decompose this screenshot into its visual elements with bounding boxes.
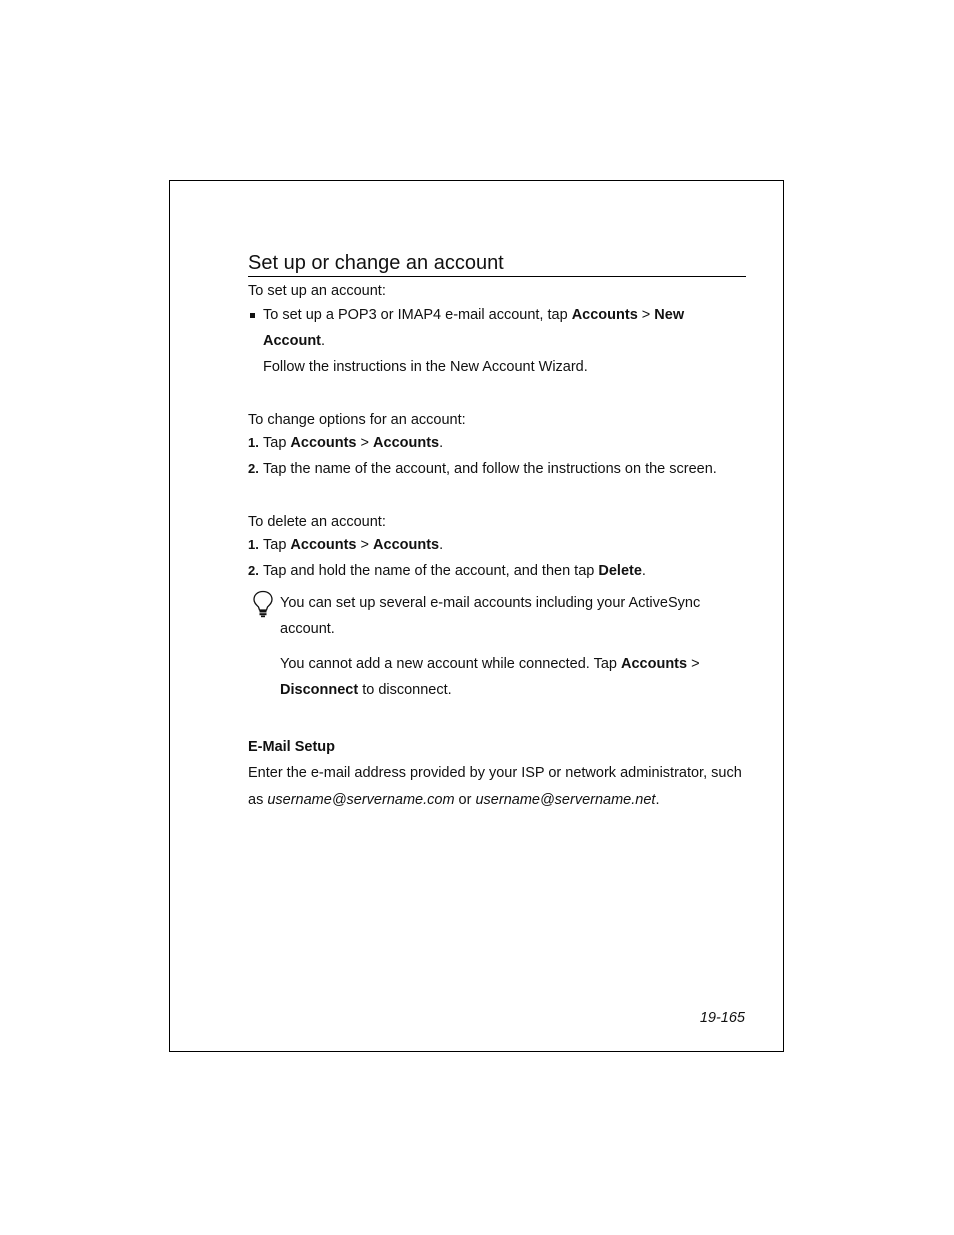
page-content [248,250,746,814]
page-number: 19-165 [699,1010,745,1026]
delete-step-1: 1. Tap Accounts > Accounts. [248,537,444,553]
setup-bullet [248,302,746,380]
section-title: Set up or change an account [248,250,746,277]
delete-intro: To delete an account: [248,514,386,530]
tip-text-1: You can set up several e-mail accounts including your ActiveSync account. [280,595,701,637]
change-step-2: 2. Tap the name of the account, and follow the instructions on the screen. [248,461,717,477]
setup-intro: To set up an account: [248,283,386,299]
delete-step-2: 2. Tap and hold the name of the account, and then tap Delete. [248,563,646,579]
change-intro: To change options for an account: [248,412,466,428]
email-setup-text: Enter the e-mail address provided by your ISP or network administrator, such as username@servername.com or username@servername.net. [248,765,742,808]
bullet-square-icon [250,313,255,318]
tip-text-2: You cannot add a new account while connected. Tap Accounts > Disconnect to disconnect. [280,656,700,698]
setup-bullet-text: To set up a POP3 or IMAP4 e-mail account, tap Accounts > New Account. Follow the instructions in the New Account Wizard. [263,307,685,375]
change-step-1: 1. Tap Accounts > Accounts. [248,435,444,451]
tip-note [248,590,746,703]
lightbulb-icon [252,590,274,618]
email-setup-heading: E-Mail Setup [248,739,336,755]
